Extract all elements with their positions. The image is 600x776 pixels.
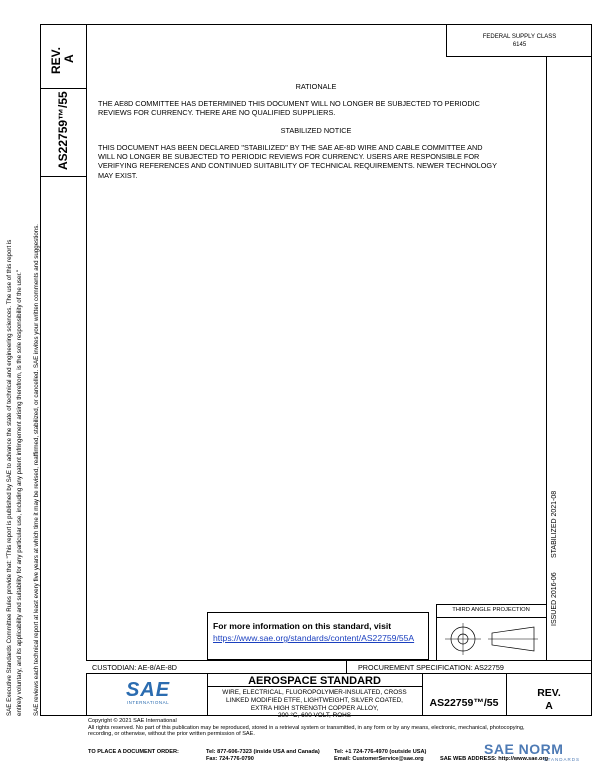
fsc-box-bottom: [446, 56, 592, 57]
footer-rights: recording, or otherwise, without the prior written permission of SAE.: [88, 731, 255, 738]
stabilized-line: VERIFYING REFERENCES AND CONTINUED SUITABILITY OF TECHNICAL REQUIREMENTS. NEWER TECHNOLOGY: [98, 161, 497, 171]
custodian: CUSTODIAN: AE-8/AE-8D: [92, 663, 177, 672]
description-line: LINKED MODIFIED ETFE, LIGHTWEIGHT, SILVER COATED,: [226, 696, 403, 704]
stabilized-heading: STABILIZED NOTICE: [280, 126, 352, 135]
custodian-row-top: [86, 660, 592, 661]
custodian-row-divider: [346, 660, 347, 673]
title-rev: [506, 687, 592, 713]
custodian-row-bottom: [86, 673, 592, 674]
document-description: [207, 689, 422, 720]
title-block-left: [86, 673, 87, 716]
side-rev-divider: [40, 88, 86, 89]
footer-copyright: Copyright © 2021 SAE International: [88, 718, 177, 724]
info-box-heading: For more information on this standard, visit: [213, 621, 392, 631]
footer-rights: All rights reserved. No part of this publication may be reproduced, stored in a retrieval system or transmitted, in any form or by any means, electronic, mechanical, photocopying,: [88, 724, 525, 731]
projection-sep: [436, 617, 546, 618]
order-tel-usa: Tel: 877-606-7323 (inside USA and Canada): [206, 749, 320, 755]
federal-supply-class: [447, 33, 592, 49]
title-doc-number: AS22759™/55: [429, 697, 499, 709]
title-rev-value: A: [545, 700, 553, 712]
third-angle-projection-icon: [440, 619, 544, 659]
order-email: Email: CustomerService@sae.org: [334, 756, 424, 762]
disclaimer-line-1: SAE Executive Standards Committee Rules provide that: "This report is published by SAE to advance the state of technical and engineering sciences. The use of this report is: [6, 239, 13, 716]
dates-column-divider: [546, 57, 547, 660]
stabilized-line: WILL NO LONGER BE SUBJECTED TO PERIODIC REVIEWS FOR CURRENCY. USERS ARE RESPONSIBLE FOR: [98, 152, 480, 162]
stabilized-text: [98, 143, 548, 180]
order-contact-usa: [206, 749, 320, 763]
title-rev-label: REV.: [537, 687, 561, 699]
fsc-value: 6145: [512, 42, 527, 48]
order-tel-intl: Tel: +1 724-776-4970 (outside USA): [334, 749, 427, 755]
description-line: EXTRA HIGH STRENGTH COPPER ALLOY,: [250, 704, 379, 712]
rationale-line: THE AE8D COMMITTEE HAS DETERMINED THIS DOCUMENT WILL NO LONGER BE SUBJECTED TO PERIODIC: [98, 99, 480, 108]
order-label: TO PLACE A DOCUMENT ORDER:: [88, 749, 179, 755]
disclaimer-line-2: entirely voluntary, and its applicability and suitability for any particular use, including any patent infringement arising therefrom, is the sole responsibility of the user.": [16, 269, 23, 716]
order-fax: Fax: 724-776-0790: [206, 756, 254, 762]
sae-logo: [118, 680, 178, 710]
projection-top: [436, 604, 546, 605]
side-rev-label: REV.: [49, 47, 63, 74]
standard-type: AEROSPACE STANDARD: [248, 675, 381, 687]
fsc-label: FEDERAL SUPPLY CLASS: [482, 34, 557, 40]
disclaimer-line-3: SAE reviews each technical report at least every five years at which time it may be revised, reaffirmed, stabilized, or cancelled. SAE invites your written comments and suggestions.: [33, 223, 40, 716]
projection-label: THIRD ANGLE PROJECTION: [452, 607, 530, 613]
stabilized-line: MAY EXIST.: [98, 170, 138, 180]
procurement-spec: PROCUREMENT SPECIFICATION: AS22759: [358, 663, 504, 672]
standard-link[interactable]: https://www.sae.org/standards/content/AS22759/55A: [213, 633, 415, 643]
sae-web-address[interactable]: SAE WEB ADDRESS: http://www.sae.org: [440, 756, 549, 762]
order-contact-intl: [334, 749, 426, 763]
stabilized-date: STABILIZED 2021-08: [551, 490, 558, 558]
sae-norm-watermark: [484, 741, 592, 773]
issued-date: ISSUED 2016-06: [551, 572, 558, 626]
footer-legal: [88, 718, 588, 738]
description-line: 200 °C, 600 VOLT, ROHS: [277, 712, 352, 720]
side-rev-value: A: [62, 54, 76, 63]
rationale-line: REVIEWS FOR CURRENCY. THERE ARE NO QUALIFIED SUPPLIERS.: [98, 108, 336, 118]
side-docnum-divider: [40, 176, 86, 177]
watermark-sub: STANDARDS: [543, 757, 580, 762]
title-block-desc-divider: [422, 673, 423, 716]
side-column-divider: [86, 24, 87, 660]
stabilized-line: THIS DOCUMENT HAS BEEN DECLARED "STABILIZED" BY THE SAE AE-8D WIRE AND CABLE COMMITTEE AND: [98, 143, 483, 152]
description-line: WIRE, ELECTRICAL, FLUOROPOLYMER-INSULATED, CROSS: [222, 689, 407, 696]
sae-logo-sub: INTERNATIONAL: [126, 700, 170, 705]
watermark-text: SAE NORM: [484, 741, 564, 757]
rationale-text: [98, 99, 548, 117]
rationale-heading: RATIONALE: [295, 82, 337, 91]
sae-logo-text: SAE: [125, 679, 171, 701]
side-doc-number: AS22759™/55: [56, 91, 70, 170]
